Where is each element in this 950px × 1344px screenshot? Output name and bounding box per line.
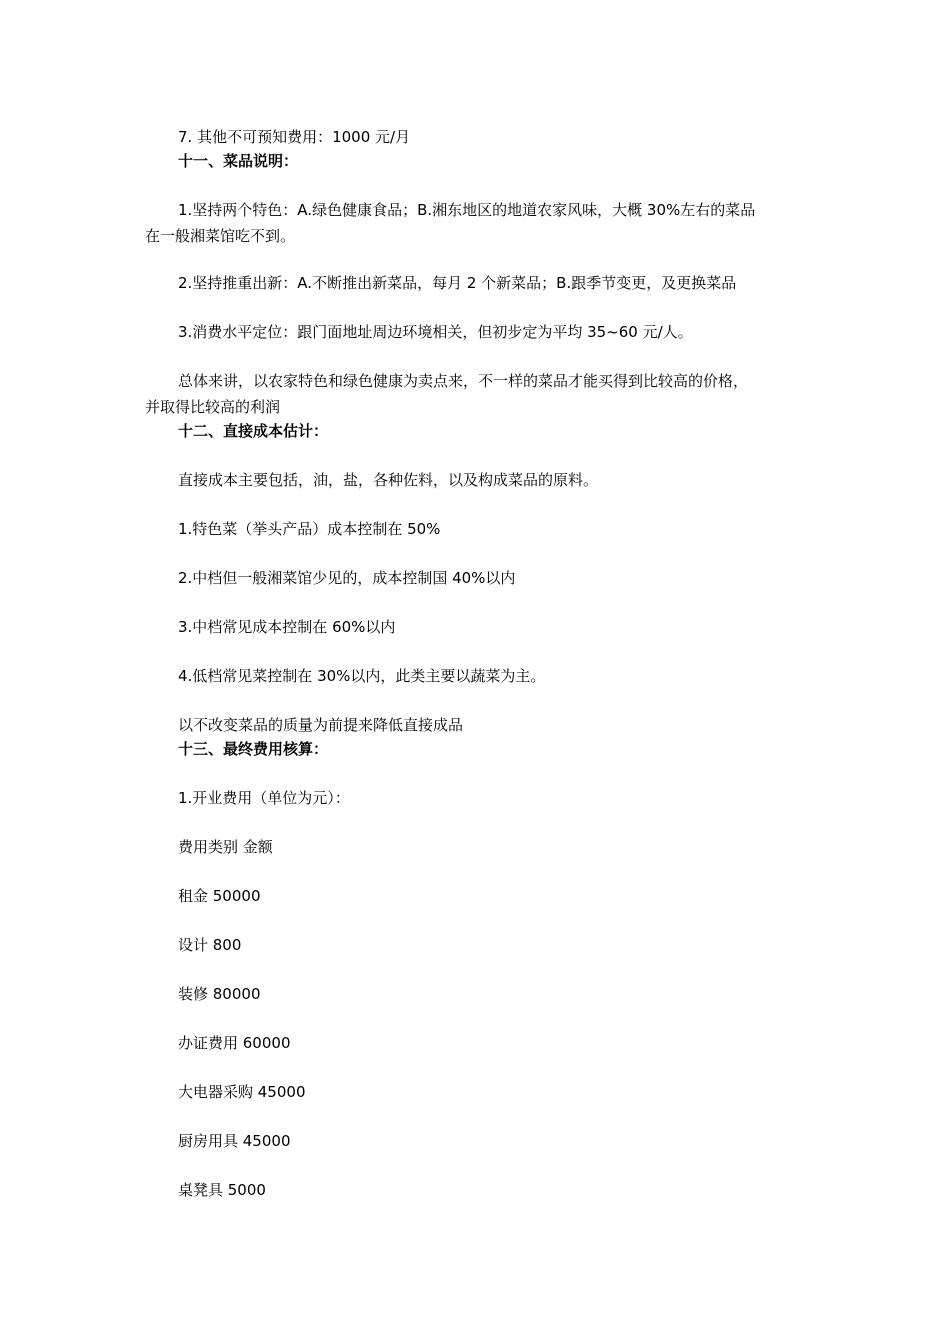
cost-row-design: 设计 800	[178, 936, 242, 954]
section-heading-12: 十二、直接成本估计：	[178, 422, 329, 440]
opening-cost-heading: 1.开业费用（单位为元）：	[178, 789, 350, 807]
direct-cost-intro: 直接成本主要包括，油，盐，各种佐料，以及构成菜品的原料。	[178, 471, 599, 489]
cost-table-header: 费用类别 金额	[178, 838, 273, 856]
dish-point-1: 1.坚持两个特色：A.绿色健康食品；B.湘东地区的地道农家风味，大概 30%左右的菜品	[178, 201, 756, 219]
direct-cost-point-1: 1.特色菜（挙头产品）成本控制在 50%	[178, 520, 441, 538]
expense-item-7: 7. 其他不可预知费用：1000 元/月	[178, 128, 411, 146]
dish-point-1-continued: 在一般湘菜馆吃不到。	[145, 227, 296, 245]
direct-cost-conclusion: 以不改变菜品的质量为前提来降低直接成品	[178, 716, 464, 734]
cost-row-furniture: 桌凳具 5000	[178, 1181, 266, 1199]
dish-point-3: 3.消费水平定位：跟门面地址周边环境相关，但初步定为平均 35~60 元/人。	[178, 323, 693, 341]
cost-row-rent: 租金 50000	[178, 887, 261, 905]
dish-point-2: 2.坚持推重出新：A.不断推出新菜品，每月 2 个新菜品；B.跟季节变更，及更换菜品	[178, 274, 737, 292]
cost-row-decoration: 装修 80000	[178, 985, 261, 1003]
direct-cost-point-3: 3.中档常见成本控制在 60%以内	[178, 618, 396, 636]
dish-summary: 总体来讲，以农家特色和绿色健康为卖点来，不一样的菜品才能买得到比较高的价格，	[178, 372, 749, 390]
cost-row-appliances: 大电器采购 45000	[178, 1083, 306, 1101]
cost-row-permits: 办证费用 60000	[178, 1034, 291, 1052]
section-heading-11: 十一、菜品说明：	[178, 152, 299, 170]
dish-summary-continued: 并取得比较高的利润	[145, 398, 281, 416]
direct-cost-point-4: 4.低档常见菜控制在 30%以内，此类主要以蔬菜为主。	[178, 667, 546, 685]
direct-cost-point-2: 2.中档但一般湘菜馆少见的，成本控制国 40%以内	[178, 569, 516, 587]
section-heading-13: 十三、最终费用核算：	[178, 740, 329, 758]
cost-row-kitchenware: 厨房用具 45000	[178, 1132, 291, 1150]
